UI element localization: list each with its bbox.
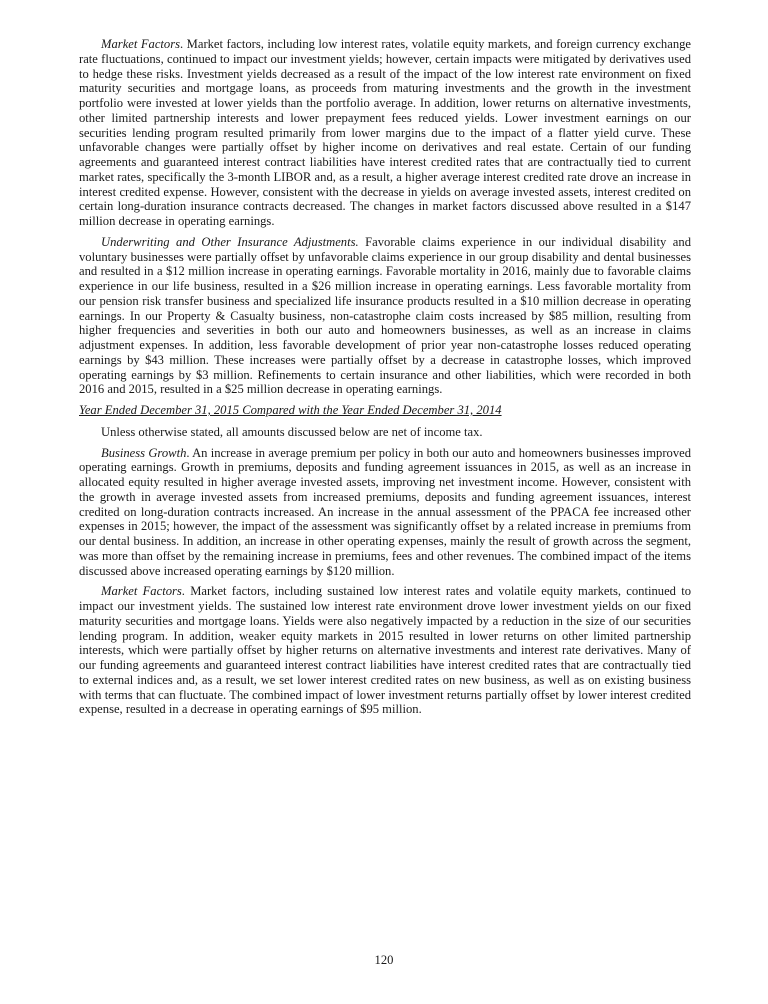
paragraph-lead: Business Growth xyxy=(101,445,187,460)
paragraph-lead: Underwriting and Other Insurance Adjustments. xyxy=(101,234,359,249)
paragraph-lead: Market Factors xyxy=(101,584,182,599)
paragraph-underwriting-adjustments xyxy=(79,235,691,397)
paragraph-text: . An increase in average premium per policy in both our auto and homeowners businesses improved operating earnings. Growth in premiums, deposits and funding agreement issuances in 2015, as well as an increase in allocated equity resulted in higher average invested assets, improving net investment income. However, consistent with the growth in average invested assets from increased premiums, deposits and funding agreement issuances, interest credited on long-duration contracts increased. An increase in the annual assessment of the PPACA fee increased other expenses in 2015; however, the impact of the assessment was significantly offset by a related increase in premiums from our dental business. In addition, an increase in other operating expenses, mainly the result of growth across the segment, was more than offset by the remaining increase in premiums, fees and other revenues. The combined impact of the items discussed above increased operating earnings by $120 million. xyxy=(79,445,692,578)
paragraph-market-factors-2016 xyxy=(79,37,691,229)
paragraph-lead: Market Factors xyxy=(101,37,181,51)
paragraph-business-growth xyxy=(79,446,691,579)
paragraph-intro: Unless otherwise stated, all amounts discussed below are net of income tax. xyxy=(101,424,483,439)
document-body xyxy=(79,37,691,723)
paragraph-text: . Market factors, including low interest rates, volatile equity markets, and foreign currency exchange rate fluctuations, continued to impact our investment yields; however, certain impacts were mitigated by derivatives used to hedge these risks. Investment yields decreased as a result of the impact of the low interest rate environment on fixed maturity securities and mortgage loans, as proceeds from maturing investments and the growth in the investment portfolio were invested at lower yields than the portfolio average. In addition, lower returns on alternative investments, other limited partnership interests and lower prepayment fees reduced yields. Lower investment earnings on our securities lending program resulted primarily from lower margins due to the impact of a flatter yield curve. These unfavorable changes were partially offset by higher income on derivatives and real estate. Certain of our funding agreements and guaranteed interest contract liabilities have interest credited rates that are contractually tied to current market rates, specifically the 3-month LIBOR and, as a result, a higher average interest credited rate drove an increase in interest credited expense. However, consistent with the decrease in yields on average invested assets, interest credited on certain long-duration insurance contracts decreased. The changes in market factors discussed above resulted in a $147 million decrease in operating earnings. xyxy=(79,37,691,228)
paragraph-text: . Market factors, including sustained low interest rates and volatile equity markets, continued to impact our investment yields. The sustained low interest rate environment drove lower investment yields on our fixed maturity securities and mortgage loans. Yields were also negatively impacted by a reduction in the size of our securities lending program. In addition, weaker equity markets in 2015 resulted in lower returns on other limited partnership interests, which were partially offset by higher returns on alternative investments and interest rate derivatives. Many of our funding agreements and guaranteed interest contract liabilities have interest credited rates that are contractually tied to external indices and, as a result, we set lower interest credited rates on new business, as well as on existing business with terms that can fluctuate. The combined impact of lower investment returns partially offset by lower interest credited expense, resulted in a decrease in operating earnings of $95 million. xyxy=(79,584,691,717)
page-number: 120 xyxy=(374,953,394,967)
paragraph-market-factors-2015 xyxy=(79,584,691,717)
paragraph-text: Favorable claims experience in our individual disability and voluntary businesses were partially offset by unfavorable claims experience in our group disability and dental businesses and resulted in a $12 million increase in operating earnings. Favorable mortality in 2016, mainly due to favorable claims experience in our life business, resulted in a $26 million increase in operating earnings. Less favorable mortality from our pension risk transfer business and specialized life insurance products resulted in a $10 million decrease in operating earnings. In our Property & Casualty business, non-catastrophe claim costs increased by $85 million, resulting from higher frequencies and severities in both our auto and homeowners businesses, as well as an increase in claims adjustment expenses. In addition, less favorable development of prior year non-catastrophe losses reduced operating earnings by $43 million. These increases were partially offset by a decrease in catastrophe losses, which improved operating earnings by $3 million. Refinements to certain insurance and other liabilities, which were recorded in both 2016 and 2015, resulted in a $25 million decrease in operating earnings. xyxy=(79,234,691,397)
section-heading: Year Ended December 31, 2015 Compared with the Year Ended December 31, 2014 xyxy=(79,403,502,417)
